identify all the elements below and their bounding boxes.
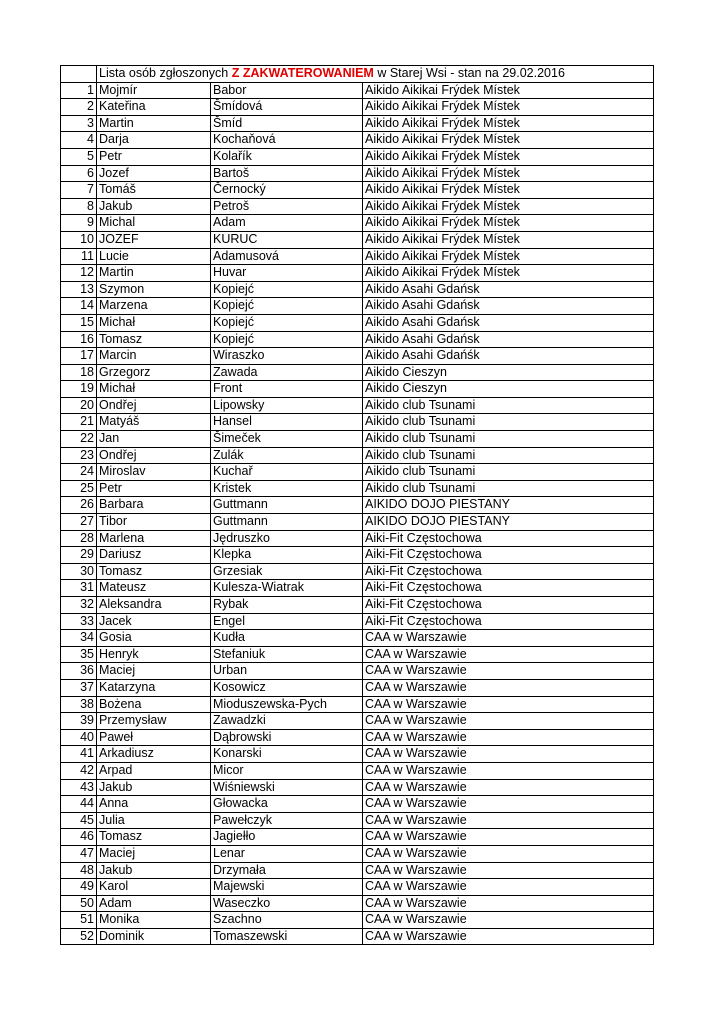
last-name-cell: Tomaszewski: [211, 928, 363, 945]
first-name-cell: Martin: [97, 115, 211, 132]
row-number: 9: [61, 215, 97, 232]
first-name-cell: Dominik: [97, 928, 211, 945]
table-row: [61, 547, 654, 564]
last-name-cell: Drzymała: [211, 862, 363, 879]
club-cell: AIKIDO DOJO PIESTANY: [363, 514, 654, 531]
last-name-cell: Kristek: [211, 480, 363, 497]
club-cell: CAA w Warszawie: [363, 630, 654, 647]
table-row: [61, 414, 654, 431]
first-name-cell: Karol: [97, 879, 211, 896]
row-number: 8: [61, 198, 97, 215]
first-name-cell: Paweł: [97, 729, 211, 746]
table-row: [61, 829, 654, 846]
table-row: [61, 514, 654, 531]
first-name-cell: Michał: [97, 314, 211, 331]
club-cell: Aikido club Tsunami: [363, 397, 654, 414]
club-cell: Aikido club Tsunami: [363, 464, 654, 481]
club-cell: Aikido Aikikai Frýdek Místek: [363, 231, 654, 248]
table-row: [61, 663, 654, 680]
row-number: 26: [61, 497, 97, 514]
last-name-cell: Kopiejć: [211, 331, 363, 348]
table-row: [61, 845, 654, 862]
row-number: 25: [61, 480, 97, 497]
club-cell: Aikido Aikikai Frýdek Místek: [363, 82, 654, 99]
club-cell: Aikido Aikikai Frýdek Místek: [363, 148, 654, 165]
first-name-cell: Barbara: [97, 497, 211, 514]
row-number: 10: [61, 231, 97, 248]
table-row: [61, 812, 654, 829]
last-name-cell: Kudła: [211, 630, 363, 647]
last-name-cell: KURUC: [211, 231, 363, 248]
last-name-cell: Kopiejć: [211, 281, 363, 298]
first-name-cell: Lucie: [97, 248, 211, 265]
first-name-cell: Kateřina: [97, 99, 211, 116]
first-name-cell: Grzegorz: [97, 364, 211, 381]
table-row: [61, 99, 654, 116]
club-cell: Aikido Asahi Gdańsk: [363, 314, 654, 331]
last-name-cell: Rybak: [211, 597, 363, 614]
row-number: 36: [61, 663, 97, 680]
first-name-cell: Tomáš: [97, 182, 211, 199]
table-row: [61, 713, 654, 730]
last-name-cell: Hansel: [211, 414, 363, 431]
row-number: 2: [61, 99, 97, 116]
first-name-cell: Bożena: [97, 696, 211, 713]
row-number: 23: [61, 447, 97, 464]
row-number: 48: [61, 862, 97, 879]
club-cell: CAA w Warszawie: [363, 812, 654, 829]
last-name-cell: Front: [211, 381, 363, 398]
club-cell: CAA w Warszawie: [363, 663, 654, 680]
table-row: [61, 696, 654, 713]
table-row: [61, 630, 654, 647]
row-number: 45: [61, 812, 97, 829]
club-cell: Aiki-Fit Częstochowa: [363, 563, 654, 580]
participants-table: [60, 65, 654, 945]
row-number: 40: [61, 729, 97, 746]
first-name-cell: Arkadiusz: [97, 746, 211, 763]
last-name-cell: Šmídová: [211, 99, 363, 116]
table-row: [61, 762, 654, 779]
title-prefix: Lista osób zgłoszonych: [99, 66, 232, 80]
club-cell: Aikido Aikikai Frýdek Místek: [363, 115, 654, 132]
title-highlight: Z ZAKWATEROWANIEM: [231, 66, 374, 80]
club-cell: CAA w Warszawie: [363, 713, 654, 730]
last-name-cell: Stefaniuk: [211, 646, 363, 663]
first-name-cell: Marlena: [97, 530, 211, 547]
club-cell: CAA w Warszawie: [363, 845, 654, 862]
last-name-cell: Černocký: [211, 182, 363, 199]
last-name-cell: Kochaňová: [211, 132, 363, 149]
table-row: [61, 198, 654, 215]
last-name-cell: Waseczko: [211, 895, 363, 912]
club-cell: CAA w Warszawie: [363, 729, 654, 746]
club-cell: CAA w Warszawie: [363, 895, 654, 912]
table-row: [61, 281, 654, 298]
row-number: 50: [61, 895, 97, 912]
row-number: 46: [61, 829, 97, 846]
last-name-cell: Šmíd: [211, 115, 363, 132]
table-row: [61, 580, 654, 597]
table-row: [61, 431, 654, 448]
club-cell: Aiki-Fit Częstochowa: [363, 547, 654, 564]
last-name-cell: Grzesiak: [211, 563, 363, 580]
last-name-cell: Kolařík: [211, 148, 363, 165]
last-name-cell: Bartoš: [211, 165, 363, 182]
table-row: [61, 231, 654, 248]
table-row: [61, 862, 654, 879]
club-cell: Aikido Aikikai Frýdek Místek: [363, 165, 654, 182]
first-name-cell: Maciej: [97, 663, 211, 680]
row-number: 35: [61, 646, 97, 663]
club-cell: CAA w Warszawie: [363, 912, 654, 929]
table-row: [61, 895, 654, 912]
first-name-cell: JOZEF: [97, 231, 211, 248]
row-number: 21: [61, 414, 97, 431]
row-number: 51: [61, 912, 97, 929]
last-name-cell: Lenar: [211, 845, 363, 862]
table-row: [61, 381, 654, 398]
first-name-cell: Marzena: [97, 298, 211, 315]
club-cell: Aikido Asahi Gdańsk: [363, 298, 654, 315]
row-number: 19: [61, 381, 97, 398]
first-name-cell: Maciej: [97, 845, 211, 862]
first-name-cell: Martin: [97, 265, 211, 282]
table-row: [61, 115, 654, 132]
row-number: 17: [61, 348, 97, 365]
club-cell: Aikido Asahi Gdańsk: [363, 331, 654, 348]
last-name-cell: Petroš: [211, 198, 363, 215]
first-name-cell: Jakub: [97, 779, 211, 796]
row-number: 49: [61, 879, 97, 896]
row-number: 22: [61, 431, 97, 448]
club-cell: Aikido club Tsunami: [363, 480, 654, 497]
first-name-cell: Ondřej: [97, 397, 211, 414]
first-name-cell: Jan: [97, 431, 211, 448]
row-number: 41: [61, 746, 97, 763]
club-cell: Aikido Aikikai Frýdek Místek: [363, 215, 654, 232]
club-cell: Aiki-Fit Częstochowa: [363, 613, 654, 630]
last-name-cell: Dąbrowski: [211, 729, 363, 746]
table-row: [61, 729, 654, 746]
first-name-cell: Tomasz: [97, 331, 211, 348]
table-row: [61, 82, 654, 99]
first-name-cell: Mojmír: [97, 82, 211, 99]
first-name-cell: Aleksandra: [97, 597, 211, 614]
table-row: [61, 646, 654, 663]
club-cell: CAA w Warszawie: [363, 646, 654, 663]
first-name-cell: Anna: [97, 796, 211, 813]
club-cell: Aiki-Fit Częstochowa: [363, 597, 654, 614]
last-name-cell: Urban: [211, 663, 363, 680]
last-name-cell: Klepka: [211, 547, 363, 564]
table-row: [61, 447, 654, 464]
row-number: 5: [61, 148, 97, 165]
table-row: [61, 265, 654, 282]
row-number: 52: [61, 928, 97, 945]
first-name-cell: Julia: [97, 812, 211, 829]
row-number: 18: [61, 364, 97, 381]
table-row: [61, 912, 654, 929]
club-cell: CAA w Warszawie: [363, 779, 654, 796]
table-row: [61, 331, 654, 348]
table-row: [61, 165, 654, 182]
table-row: [61, 779, 654, 796]
table-row: [61, 364, 654, 381]
last-name-cell: Adamusová: [211, 248, 363, 265]
club-cell: Aikido Cieszyn: [363, 364, 654, 381]
last-name-cell: Pawełczyk: [211, 812, 363, 829]
last-name-cell: Mioduszewska-Pych: [211, 696, 363, 713]
row-number: 31: [61, 580, 97, 597]
first-name-cell: Dariusz: [97, 547, 211, 564]
club-cell: CAA w Warszawie: [363, 746, 654, 763]
club-cell: CAA w Warszawie: [363, 796, 654, 813]
last-name-cell: Kopiejć: [211, 314, 363, 331]
club-cell: Aikido Aikikai Frýdek Místek: [363, 132, 654, 149]
row-number: 15: [61, 314, 97, 331]
last-name-cell: Huvar: [211, 265, 363, 282]
table-row: [61, 148, 654, 165]
club-cell: Aikido Aikikai Frýdek Místek: [363, 265, 654, 282]
row-number: 20: [61, 397, 97, 414]
club-cell: Aiki-Fit Częstochowa: [363, 580, 654, 597]
table-row: [61, 796, 654, 813]
first-name-cell: Miroslav: [97, 464, 211, 481]
row-number: 3: [61, 115, 97, 132]
first-name-cell: Mateusz: [97, 580, 211, 597]
row-number: 12: [61, 265, 97, 282]
row-number: 29: [61, 547, 97, 564]
row-number: 13: [61, 281, 97, 298]
table-row: [61, 248, 654, 265]
first-name-cell: Szymon: [97, 281, 211, 298]
row-number: 7: [61, 182, 97, 199]
club-cell: CAA w Warszawie: [363, 862, 654, 879]
table-row: [61, 348, 654, 365]
row-number: 11: [61, 248, 97, 265]
club-cell: CAA w Warszawie: [363, 762, 654, 779]
row-number: 47: [61, 845, 97, 862]
last-name-cell: Głowacka: [211, 796, 363, 813]
last-name-cell: Kulesza-Wiatrak: [211, 580, 363, 597]
club-cell: Aikido Aikikai Frýdek Místek: [363, 99, 654, 116]
first-name-cell: Monika: [97, 912, 211, 929]
table-row: [61, 182, 654, 199]
club-cell: CAA w Warszawie: [363, 879, 654, 896]
club-cell: CAA w Warszawie: [363, 829, 654, 846]
row-number: 27: [61, 514, 97, 531]
table-row: [61, 613, 654, 630]
table-row: [61, 679, 654, 696]
row-number: 16: [61, 331, 97, 348]
first-name-cell: Michał: [97, 381, 211, 398]
club-cell: Aikido Aikikai Frýdek Místek: [363, 248, 654, 265]
table-row: [61, 497, 654, 514]
table-row: [61, 464, 654, 481]
last-name-cell: Majewski: [211, 879, 363, 896]
club-cell: Aikido Cieszyn: [363, 381, 654, 398]
first-name-cell: Gosia: [97, 630, 211, 647]
row-number: 43: [61, 779, 97, 796]
row-number: 28: [61, 530, 97, 547]
first-name-cell: Arpad: [97, 762, 211, 779]
last-name-cell: Guttmann: [211, 497, 363, 514]
table-title: [97, 66, 654, 83]
row-number: 38: [61, 696, 97, 713]
club-cell: CAA w Warszawie: [363, 928, 654, 945]
row-number: 42: [61, 762, 97, 779]
row-number: 6: [61, 165, 97, 182]
row-number: 32: [61, 597, 97, 614]
first-name-cell: Jacek: [97, 613, 211, 630]
table-row: [61, 597, 654, 614]
first-name-cell: Matyáš: [97, 414, 211, 431]
title-suffix: w Starej Wsi - stan na 29.02.2016: [373, 66, 565, 80]
club-cell: AIKIDO DOJO PIESTANY: [363, 497, 654, 514]
last-name-cell: Šimeček: [211, 431, 363, 448]
first-name-cell: Jakub: [97, 198, 211, 215]
last-name-cell: Konarski: [211, 746, 363, 763]
row-number: 30: [61, 563, 97, 580]
row-number: 34: [61, 630, 97, 647]
last-name-cell: Engel: [211, 613, 363, 630]
table-body: [61, 66, 654, 945]
club-cell: Aiki-Fit Częstochowa: [363, 530, 654, 547]
table-row: [61, 397, 654, 414]
last-name-cell: Wiraszko: [211, 348, 363, 365]
table-row: [61, 314, 654, 331]
table-row: [61, 530, 654, 547]
row-number: 24: [61, 464, 97, 481]
last-name-cell: Kosowicz: [211, 679, 363, 696]
row-number: 14: [61, 298, 97, 315]
table-row: [61, 215, 654, 232]
first-name-cell: Henryk: [97, 646, 211, 663]
first-name-cell: Jozef: [97, 165, 211, 182]
header-row: [61, 66, 654, 83]
first-name-cell: Darja: [97, 132, 211, 149]
first-name-cell: Adam: [97, 895, 211, 912]
last-name-cell: Babor: [211, 82, 363, 99]
table-row: [61, 132, 654, 149]
first-name-cell: Tomasz: [97, 829, 211, 846]
last-name-cell: Micor: [211, 762, 363, 779]
row-number: 4: [61, 132, 97, 149]
last-name-cell: Adam: [211, 215, 363, 232]
row-number: 44: [61, 796, 97, 813]
club-cell: CAA w Warszawie: [363, 696, 654, 713]
club-cell: Aikido club Tsunami: [363, 431, 654, 448]
first-name-cell: Katarzyna: [97, 679, 211, 696]
table-row: [61, 298, 654, 315]
last-name-cell: Lipowsky: [211, 397, 363, 414]
first-name-cell: Przemysław: [97, 713, 211, 730]
first-name-cell: Tomasz: [97, 563, 211, 580]
club-cell: CAA w Warszawie: [363, 679, 654, 696]
last-name-cell: Zawadzki: [211, 713, 363, 730]
first-name-cell: Jakub: [97, 862, 211, 879]
row-number: 1: [61, 82, 97, 99]
club-cell: Aikido Aikikai Frýdek Místek: [363, 182, 654, 199]
last-name-cell: Szachno: [211, 912, 363, 929]
table-row: [61, 563, 654, 580]
last-name-cell: Jędruszko: [211, 530, 363, 547]
table-row: [61, 746, 654, 763]
first-name-cell: Ondřej: [97, 447, 211, 464]
row-number: 33: [61, 613, 97, 630]
last-name-cell: Zawada: [211, 364, 363, 381]
first-name-cell: Tibor: [97, 514, 211, 531]
last-name-cell: Kuchař: [211, 464, 363, 481]
table-row: [61, 480, 654, 497]
club-cell: Aikido Asahi Gdańśk: [363, 348, 654, 365]
table-row: [61, 879, 654, 896]
club-cell: Aikido Asahi Gdańsk: [363, 281, 654, 298]
club-cell: Aikido club Tsunami: [363, 447, 654, 464]
club-cell: Aikido club Tsunami: [363, 414, 654, 431]
row-number: 37: [61, 679, 97, 696]
last-name-cell: Zulák: [211, 447, 363, 464]
header-number-cell: [61, 66, 97, 83]
first-name-cell: Marcin: [97, 348, 211, 365]
last-name-cell: Jagiełło: [211, 829, 363, 846]
last-name-cell: Kopiejć: [211, 298, 363, 315]
first-name-cell: Petr: [97, 148, 211, 165]
first-name-cell: Michal: [97, 215, 211, 232]
row-number: 39: [61, 713, 97, 730]
first-name-cell: Petr: [97, 480, 211, 497]
last-name-cell: Wiśniewski: [211, 779, 363, 796]
table-row: [61, 928, 654, 945]
club-cell: Aikido Aikikai Frýdek Místek: [363, 198, 654, 215]
last-name-cell: Guttmann: [211, 514, 363, 531]
